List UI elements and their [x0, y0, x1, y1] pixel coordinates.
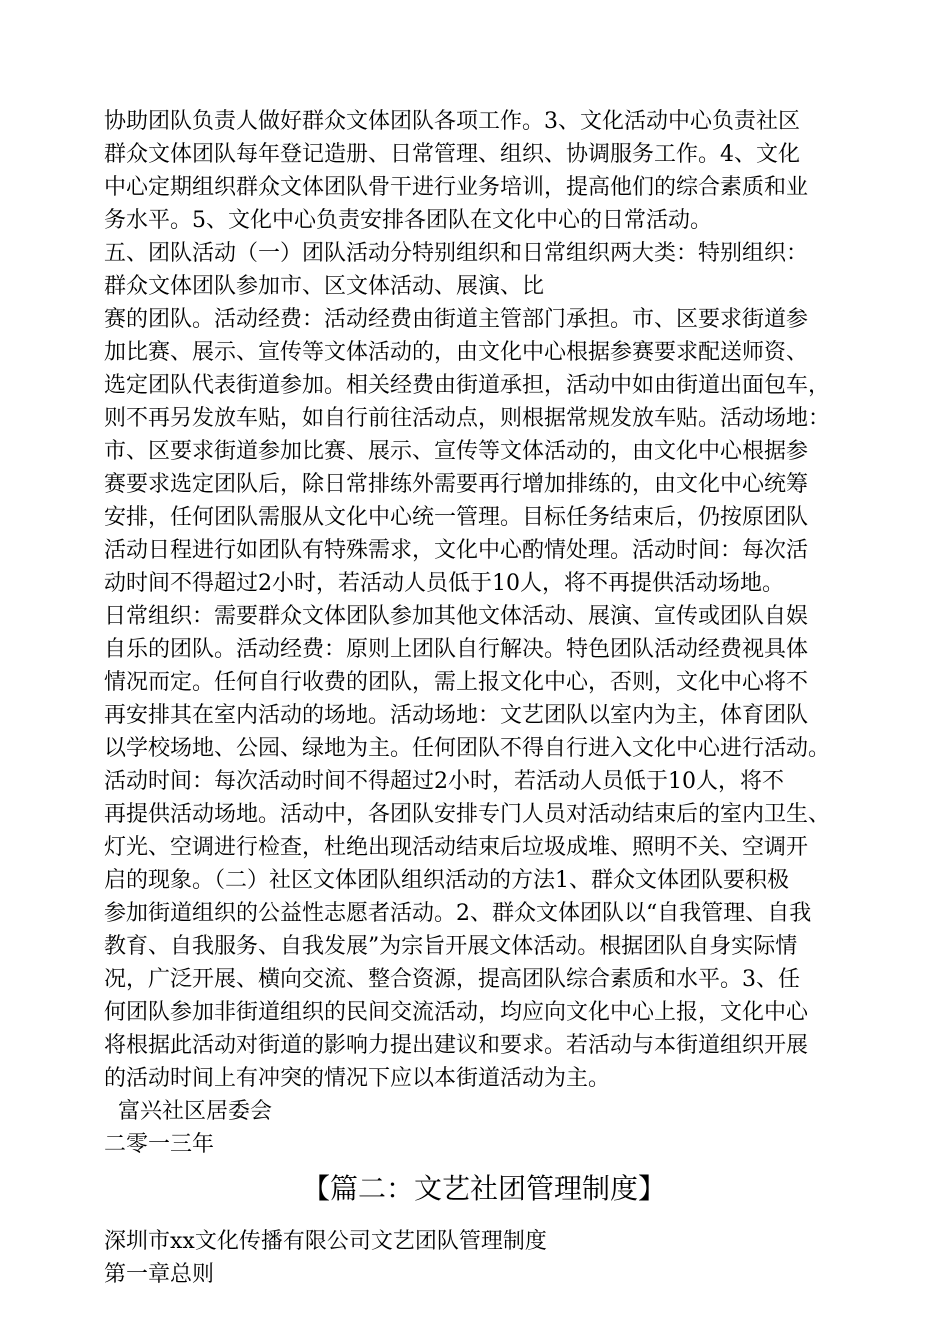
- text-line: 灯光、空调进行检查，杜绝出现活动结束后垃圾成堆、照明不关、空调开: [104, 835, 809, 860]
- text-line: 将根据此活动对街道的影响力提出建议和要求。若活动与本街道组织开展: [104, 1033, 809, 1058]
- text-line: 再安排其在室内活动的场地。活动场地：文艺团队以室内为主，体育团队: [104, 703, 809, 728]
- section-heading: 【篇二：文艺社团管理制度】: [301, 1172, 666, 1205]
- text-line: 再提供活动场地。活动中，各团队安排专门人员对活动结束后的室内卫生、: [104, 802, 831, 827]
- text-line: 群众文体团队参加市、区文体活动、展演、比: [104, 274, 545, 299]
- text-line: 市、区要求街道参加比赛、展示、宣传等文体活动的，由文化中心根据参: [104, 439, 809, 464]
- text-line: 务水平。5、文化中心负责安排各团队在文化中心的日常活动。: [104, 208, 712, 233]
- text-line: 活动日程进行如团队有特殊需求，文化中心酌情处理。活动时间：每次活: [104, 538, 809, 563]
- paragraph-team-activities: [104, 105, 864, 1095]
- text-line: 参加街道组织的公益性志愿者活动。2、群众文体团队以“自我管理、自我: [104, 901, 812, 926]
- text-line: 以学校场地、公园、绿地为主。任何团队不得自行进入文化中心进行活动。: [104, 736, 831, 761]
- text-line: 的活动时间上有冲突的情况下应以本街道活动为主。: [104, 1066, 611, 1091]
- year: 二零一三年: [104, 1132, 215, 1157]
- text-line: 选定团队代表街道参加。相关经费由街道承担，活动中如由街道出面包车，: [104, 373, 831, 398]
- text-line: 何团队参加非街道组织的民间交流活动，均应向文化中心上报，文化中心: [104, 1000, 809, 1025]
- text-line: 协助团队负责人做好群众文体团队各项工作。3、文化活动中心负责社区: [104, 109, 800, 134]
- text-line: 赛要求选定团队后，除日常排练外需要再行增加排练的，由文化中心统筹: [104, 472, 809, 497]
- company-title: 深圳市xx文化传播有限公司文艺团队管理制度: [104, 1229, 547, 1254]
- text-line: 情况而定。任何自行收费的团队，需上报文化中心，否则，文化中心将不: [104, 670, 809, 695]
- text-line: 启的现象。（二）社区文体团队组织活动的方法1、群众文体团队要积极: [104, 868, 789, 893]
- text-line: 群众文体团队每年登记造册、日常管理、组织、协调服务工作。4、文化: [104, 142, 800, 167]
- text-line: 活动时间：每次活动时间不得超过2小时，若活动人员低于10人，将不: [104, 769, 784, 794]
- signature: 富兴社区居委会: [118, 1099, 273, 1124]
- text-line: 自乐的团队。活动经费：原则上团队自行解决。特色团队活动经费视具体: [104, 637, 809, 662]
- text-line: 况，广泛开展、横向交流、整合资源，提高团队综合素质和水平。3、任: [104, 967, 800, 992]
- text-line: 日常组织：需要群众文体团队参加其他文体活动、展演、宣传或团队自娱: [104, 604, 809, 629]
- text-line: 中心定期组织群众文体团队骨干进行业务培训，提高他们的综合素质和业: [104, 175, 809, 200]
- text-line: 则不再另发放车贴，如自行前往活动点，则根据常规发放车贴。活动场地：: [104, 406, 831, 431]
- text-line: 赛的团队。活动经费：活动经费由街道主管部门承担。市、区要求街道参: [104, 307, 809, 332]
- document-body: [104, 105, 864, 1291]
- text-line: 安排，任何团队需服从文化中心统一管理。目标任务结束后，仍按原团队: [104, 505, 809, 530]
- text-line: 五、团队活动（一）团队活动分特别组织和日常组织两大类：特别组织：: [104, 241, 809, 266]
- text-line: 加比赛、展示、宣传等文体活动的，由文化中心根据参赛要求配送师资、: [104, 340, 809, 365]
- text-line: 教育、自我服务、自我发展”为宗旨开展文体活动。根据团队自身实际情: [104, 934, 798, 959]
- text-line: 动时间不得超过2小时，若活动人员低于10人，将不再提供活动场地。: [104, 571, 784, 596]
- chapter-title: 第一章总则: [104, 1262, 215, 1287]
